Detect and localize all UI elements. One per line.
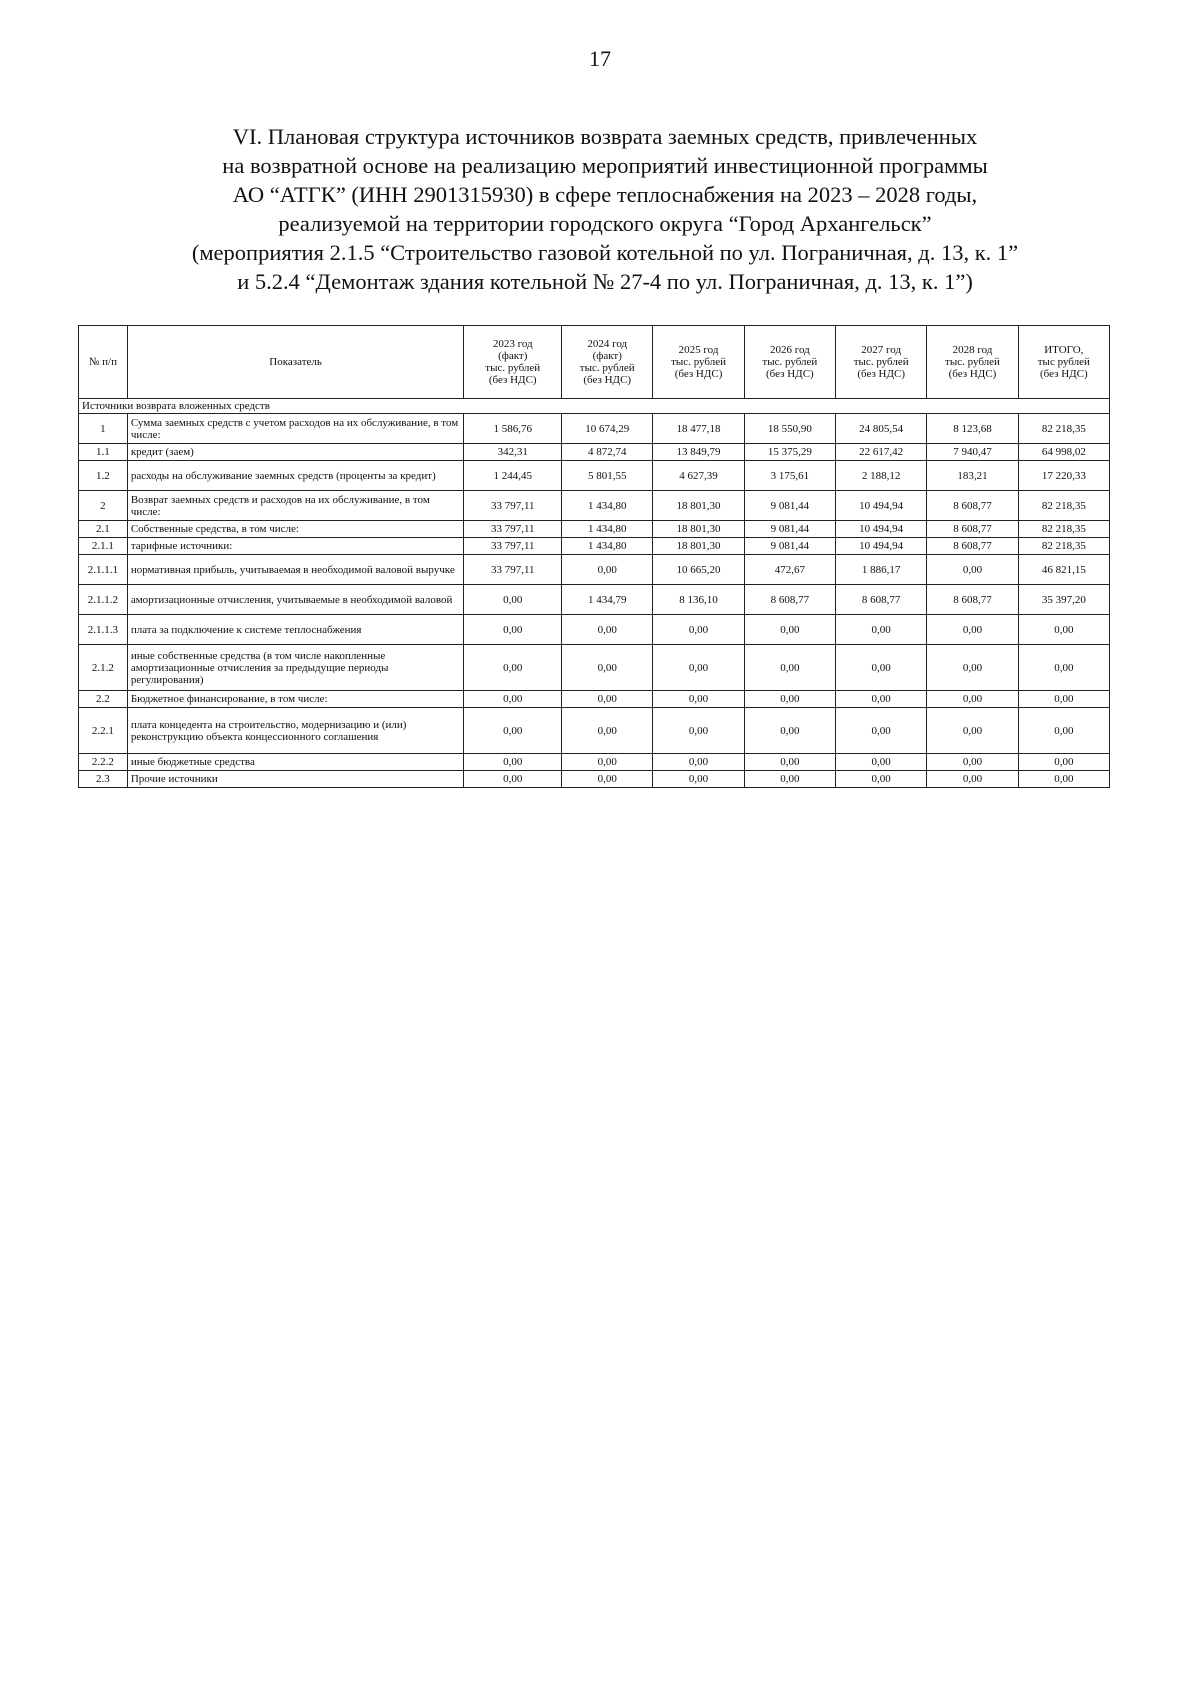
value-cell: 8 123,68 [927,414,1018,444]
header-total [1018,326,1109,399]
value-cell: 0,00 [744,754,835,771]
table-row [79,491,1110,521]
value-cell: 0,00 [1018,691,1109,708]
document-title [80,122,1130,296]
row-number-cell: 1.2 [79,461,128,491]
value-cell: 0,00 [927,771,1018,788]
value-cell: 0,00 [1018,708,1109,754]
table-row [79,615,1110,645]
table-header-row [79,326,1110,399]
table-row [79,754,1110,771]
indicator-cell: расходы на обслуживание заемных средств (проценты за кредит) [127,461,464,491]
value-cell: 2 188,12 [836,461,927,491]
indicator-cell: иные собственные средства (в том числе накопленные амортизационные отчисления за предыдущие периоды регулирования) [127,645,464,691]
header-line: (без НДС) [857,368,906,380]
value-cell: 0,00 [836,691,927,708]
title-line: на возвратной основе на реализацию мероприятий инвестиционной программы [222,153,988,178]
table-row [79,645,1110,691]
header-line: тыс рублей [1037,356,1090,368]
indicator-cell: кредит (заем) [127,444,464,461]
header-line: (без НДС) [1039,368,1088,380]
value-cell: 0,00 [464,754,562,771]
value-cell: 0,00 [1018,645,1109,691]
indicator-cell: Бюджетное финансирование, в том числе: [127,691,464,708]
header-line: 2027 год [861,344,902,356]
header-line: тыс. рублей [671,356,726,368]
value-cell: 0,00 [836,771,927,788]
value-cell: 10 494,94 [836,538,927,555]
row-number-cell: 1.1 [79,444,128,461]
value-cell: 82 218,35 [1018,414,1109,444]
value-cell: 33 797,11 [464,555,562,585]
row-number-cell: 2 [79,491,128,521]
value-cell: 0,00 [562,771,653,788]
indicator-cell: иные бюджетные средства [127,754,464,771]
indicator-cell: нормативная прибыль, учитываемая в необходимой валовой выручке [127,555,464,585]
value-cell: 8 608,77 [927,538,1018,555]
value-cell: 9 081,44 [744,538,835,555]
value-cell: 18 801,30 [653,538,744,555]
value-cell: 0,00 [653,615,744,645]
value-cell: 9 081,44 [744,491,835,521]
page-number: 17 [589,46,611,71]
title-line: АО “АТГК” (ИНН 2901315930) в сфере теплоснабжения на 2023 – 2028 годы, [232,182,978,207]
value-cell: 0,00 [927,708,1018,754]
value-cell: 0,00 [562,708,653,754]
value-cell: 82 218,35 [1018,491,1109,521]
value-cell: 0,00 [562,754,653,771]
value-cell: 0,00 [653,771,744,788]
value-cell: 0,00 [927,691,1018,708]
header-line: 2024 год [587,338,628,350]
value-cell: 1 586,76 [464,414,562,444]
value-cell: 18 477,18 [653,414,744,444]
header-2024 [562,326,653,399]
value-cell: 0,00 [464,708,562,754]
value-cell: 0,00 [744,771,835,788]
funding-structure-table [78,325,1110,788]
value-cell: 0,00 [464,771,562,788]
header-line: тыс. рублей [853,356,909,368]
table-row [79,521,1110,538]
row-number-cell: 2.1.1.1 [79,555,128,585]
value-cell: 8 136,10 [653,585,744,615]
header-line: (без НДС) [948,368,997,380]
header-line: (без НДС) [488,374,537,386]
indicator-cell: плата концедента на строительство, модернизацию и (или) реконструкцию объекта концессионного соглашения [127,708,464,754]
value-cell: 0,00 [653,691,744,708]
row-number-cell: 2.3 [79,771,128,788]
title-line: и 5.2.4 “Демонтаж здания котельной № 27-4 по ул. Пограничная, д. 13, к. 1”) [237,269,973,294]
header-line: тыс. рублей [945,356,1000,368]
header-line: тыс. рублей [762,356,818,368]
value-cell: 0,00 [562,615,653,645]
value-cell: 0,00 [927,615,1018,645]
header-line: (факт) [592,350,622,362]
value-cell: 46 821,15 [1018,555,1109,585]
value-cell: 15 375,29 [744,444,835,461]
value-cell: 472,67 [744,555,835,585]
title-line: (мероприятия 2.1.5 “Строительство газовой котельной по ул. Пограничная, д. 13, к. 1” [191,240,1019,265]
row-number-cell: 2.1 [79,521,128,538]
header-2028 [927,326,1018,399]
header-line: ИТОГО, [1044,344,1084,356]
value-cell: 4 872,74 [562,444,653,461]
row-number-cell: 2.2.1 [79,708,128,754]
header-line: тыс. рублей [579,362,635,374]
indicator-cell: амортизационные отчисления, учитываемые в необходимой валовой [127,585,464,615]
value-cell: 8 608,77 [927,521,1018,538]
header-2023 [464,326,562,399]
indicator-cell: тарифные источники: [127,538,464,555]
section-row [79,399,1110,414]
value-cell: 1 886,17 [836,555,927,585]
indicator-cell: Возврат заемных средств и расходов на их обслуживание, в том числе: [127,491,464,521]
value-cell: 1 434,80 [562,521,653,538]
value-cell: 0,00 [562,555,653,585]
value-cell: 82 218,35 [1018,521,1109,538]
header-line: тыс. рублей [485,362,541,374]
header-line: (без НДС) [674,368,723,380]
value-cell: 10 674,29 [562,414,653,444]
value-cell: 24 805,54 [836,414,927,444]
table-row [79,691,1110,708]
value-cell: 82 218,35 [1018,538,1109,555]
value-cell: 0,00 [464,615,562,645]
value-cell: 33 797,11 [464,521,562,538]
indicator-cell: Прочие источники [127,771,464,788]
value-cell: 18 550,90 [744,414,835,444]
table-row [79,708,1110,754]
value-cell: 64 998,02 [1018,444,1109,461]
row-number-cell: 2.1.1 [79,538,128,555]
value-cell: 0,00 [1018,754,1109,771]
value-cell: 13 849,79 [653,444,744,461]
row-number-cell: 2.1.1.2 [79,585,128,615]
value-cell: 10 665,20 [653,555,744,585]
value-cell: 1 244,45 [464,461,562,491]
table-row [79,414,1110,444]
value-cell: 4 627,39 [653,461,744,491]
value-cell: 35 397,20 [1018,585,1109,615]
value-cell: 0,00 [464,691,562,708]
section-label: Источники возврата вложенных средств [79,399,1110,414]
value-cell: 8 608,77 [927,585,1018,615]
header-line: 2026 год [769,344,810,356]
row-number-cell: 2.2 [79,691,128,708]
value-cell: 0,00 [562,645,653,691]
table-row [79,555,1110,585]
header-line: (факт) [498,350,528,362]
indicator-cell: плата за подключение к системе теплоснабжения [127,615,464,645]
header-num: № п/п [79,326,128,399]
value-cell: 0,00 [562,691,653,708]
value-cell: 7 940,47 [927,444,1018,461]
value-cell: 0,00 [836,645,927,691]
value-cell: 1 434,80 [562,538,653,555]
indicator-cell: Собственные средства, в том числе: [127,521,464,538]
value-cell: 342,31 [464,444,562,461]
row-number-cell: 2.1.2 [79,645,128,691]
value-cell: 10 494,94 [836,491,927,521]
value-cell: 8 608,77 [744,585,835,615]
value-cell: 0,00 [653,754,744,771]
row-number-cell: 2.2.2 [79,754,128,771]
value-cell: 8 608,77 [836,585,927,615]
value-cell: 9 081,44 [744,521,835,538]
value-cell: 0,00 [744,691,835,708]
header-line: (без НДС) [766,368,814,380]
value-cell: 183,21 [927,461,1018,491]
value-cell: 0,00 [464,585,562,615]
title-line: VI. Плановая структура источников возврата заемных средств, привлеченных [232,124,978,149]
value-cell: 8 608,77 [927,491,1018,521]
value-cell: 1 434,79 [562,585,653,615]
value-cell: 0,00 [744,708,835,754]
value-cell: 0,00 [653,645,744,691]
value-cell: 33 797,11 [464,538,562,555]
value-cell: 17 220,33 [1018,461,1109,491]
row-number-cell: 1 [79,414,128,444]
value-cell: 0,00 [927,754,1018,771]
row-number-cell: 2.1.1.3 [79,615,128,645]
table-row [79,444,1110,461]
value-cell: 0,00 [927,555,1018,585]
value-cell: 0,00 [1018,771,1109,788]
value-cell: 0,00 [927,645,1018,691]
header-2026 [744,326,835,399]
header-2025 [653,326,744,399]
table-row [79,538,1110,555]
value-cell: 22 617,42 [836,444,927,461]
table-row [79,771,1110,788]
value-cell: 0,00 [653,708,744,754]
value-cell: 0,00 [1018,615,1109,645]
table-row [79,461,1110,491]
value-cell: 0,00 [464,645,562,691]
value-cell: 0,00 [744,615,835,645]
header-line: (без НДС) [583,374,632,386]
value-cell: 0,00 [836,754,927,771]
value-cell: 0,00 [836,615,927,645]
title-line: реализуемой на территории городского округа “Город Архангельск” [278,211,932,236]
indicator-cell: Сумма заемных средств с учетом расходов на их обслуживание, в том числе: [127,414,464,444]
header-line: 2028 год [952,344,993,356]
value-cell: 5 801,55 [562,461,653,491]
value-cell: 18 801,30 [653,521,744,538]
value-cell: 1 434,80 [562,491,653,521]
value-cell: 33 797,11 [464,491,562,521]
header-2027 [836,326,927,399]
value-cell: 0,00 [836,708,927,754]
table-row [79,585,1110,615]
value-cell: 18 801,30 [653,491,744,521]
header-line: 2025 год [678,344,719,356]
value-cell: 3 175,61 [744,461,835,491]
header-line: 2023 год [492,338,533,350]
header-indicator: Показатель [127,326,464,399]
value-cell: 10 494,94 [836,521,927,538]
value-cell: 0,00 [744,645,835,691]
